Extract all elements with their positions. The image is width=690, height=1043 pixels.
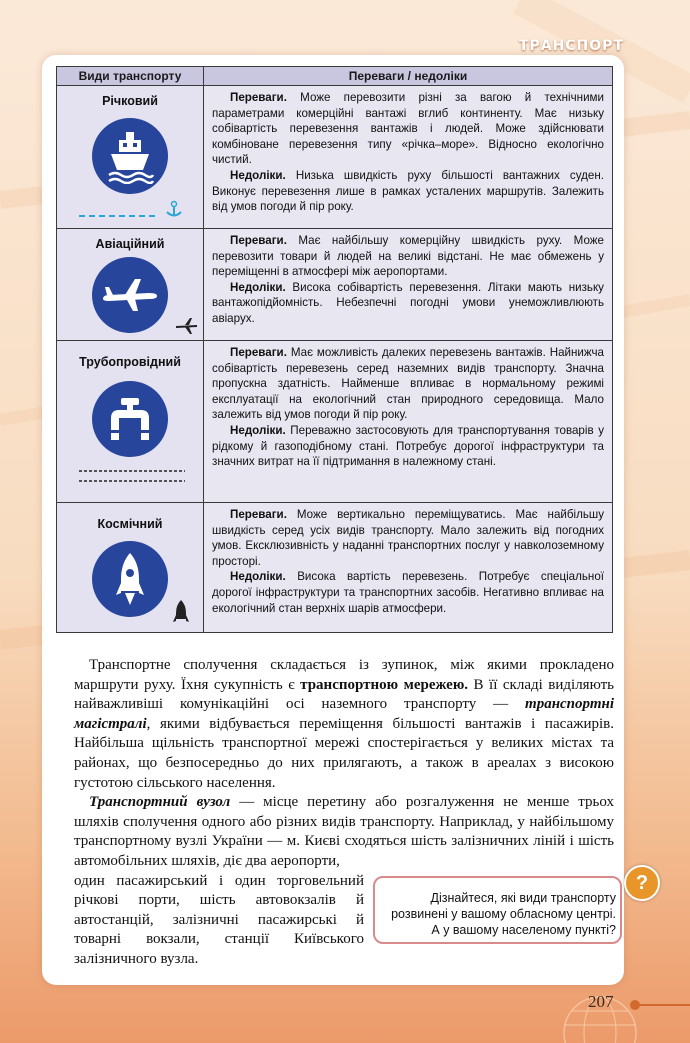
small-airplane-icon <box>175 317 199 335</box>
cons-text: Переважно застосовують для транспортування товарів у рідкому й газоподібному стані. Потребує дорогої інфраструктури та значних витрат на її підтримання в належному стані. <box>212 423 604 469</box>
transport-type-cell <box>57 229 204 341</box>
term-transport-highways: транспортні магістралі <box>74 696 614 732</box>
paragraph <box>74 656 614 793</box>
pros-label: Переваги. <box>230 508 287 521</box>
table-row <box>57 229 613 341</box>
term-transport-network: транспортною мережею. <box>300 676 469 693</box>
cons-label: Недоліки. <box>230 423 286 437</box>
pros-label: Переваги. <box>230 234 287 247</box>
transport-type-cell <box>57 86 204 229</box>
question-box <box>373 876 622 944</box>
paragraph <box>74 793 614 871</box>
text-span: В її складі виділяють найважливіші комунікаційні осі наземного транспорту — <box>74 676 614 713</box>
column-header: Види транспорту <box>57 67 204 86</box>
ship-icon <box>92 118 168 194</box>
pros-text: Може перевозити різні за вагою й технічними параметрами комерційні вантажі вглиб континенту. Має низьку собівартість перевезення вантажів і людей. Може здійснювати комбіноване перевезення типу «річка–море». Відносно екологічно чистий. <box>212 91 604 167</box>
page-number-dot <box>630 1000 640 1010</box>
transport-type-name: Авіаційний <box>95 237 165 251</box>
cons-label: Недоліки. <box>230 168 286 182</box>
pros-label: Переваги. <box>230 91 287 104</box>
question-mark-icon: ? <box>624 865 660 901</box>
section-title: ТРАНСПОРТ <box>518 38 624 54</box>
pros-text: Може вертикально переміщуватись. Має найбільшу швидкість серед усіх видів транспорту. Мало залежить від погодних умов. Ексклюзивність у наданні транспортних послуг у навколоземному просторі. <box>212 508 604 568</box>
paragraph: один пасажирський і один торговельний річкові порти, шість автовокзалів й автостанцій, залізничні пасажирські й товарні вокзали, станції Київського залізничного вузла. <box>74 872 364 967</box>
pipeline-icon <box>92 381 168 457</box>
table-header-row <box>57 67 613 86</box>
cons-text: Висока вартість перевезень. Потребує спеціальної дорогої інфраструктури та транспортних засобів. Негативно впливає на екологічний стан верхніх шарів атмосфери. <box>212 570 604 615</box>
text-span: , якими відбувається переміщення більшості вантажів і пасажирів. Найбільша щільність транспортної мережі спостерігається у великих містах та районах, що безпосередньо до них прилягають, а також в ареалах з високою густотою сільського населення. <box>74 715 614 791</box>
question-text: Дізнайтеся, які види транспорту розвинені у вашому обласному центрі. А у вашому населеному пункті? <box>391 891 616 937</box>
term-transport-hub: Транспортний вузол <box>89 794 231 811</box>
pros-label: Переваги. <box>230 346 287 359</box>
transport-type-name: Трубопровідний <box>79 355 181 369</box>
cons-label: Недоліки. <box>230 570 286 584</box>
page-number-line <box>640 1004 690 1006</box>
airplane-icon <box>92 257 168 333</box>
text-span: — місце перетину або розгалуження не менше трьох шляхів сполучення одного або різних видів транспорту. Наприклад, у найбільшому транспортному вузлі України — м. Києві сходяться шість залізничних ліній і шість автомобільних шляхів, діє два аеропорти, <box>74 794 614 869</box>
pros-text: Має можливість далеких перевезень вантажів. Найнижча собівартість перевезень серед наземних видів транспорту. Значна пропускна здатність. Найменше впливає в нормальному режимі експлуатації на екологічний стан природного середовища. Мало залежить від умов погоди й пір року. <box>212 346 604 422</box>
small-rocket-icon <box>173 599 189 623</box>
pros-cons-cell <box>204 503 613 633</box>
transport-table <box>56 66 613 633</box>
table-row <box>57 86 613 229</box>
transport-type-name: Космічний <box>97 517 163 531</box>
anchor-icon <box>79 200 189 220</box>
table-row <box>57 503 613 633</box>
page-number: 207 <box>588 992 614 1011</box>
transport-type-cell <box>57 341 204 503</box>
table-row <box>57 341 613 503</box>
pros-text: Має найбільшу комерційну швидкість руху. Може перевозити товари й людей на великі відстані. Не має обмежень у переміщенні в атмосфері між аеропортами. <box>212 234 604 279</box>
cons-text: Низька швидкість руху більшості вантажних суден. Виконує перевезення лише в рамках усталених маршрутів. Залежить від умов погоди й пір року. <box>212 168 604 214</box>
pros-cons-cell <box>204 341 613 503</box>
rocket-icon <box>92 541 168 617</box>
cons-label: Недоліки. <box>230 280 286 294</box>
transport-type-cell <box>57 503 204 633</box>
pros-cons-cell <box>204 86 613 229</box>
text-span: Транспортне сполучення складається із зупинок, між якими прокладено маршрути руху. Їхня сукупність є <box>74 657 614 693</box>
pros-cons-cell <box>204 229 613 341</box>
transport-type-name: Річковий <box>102 94 158 108</box>
cons-text: Висока собівартість перевезення. Літаки мають низьку вантажопідйомність. Небезпечні погодні умови унеможливлюють авіарух. <box>212 280 604 325</box>
column-header: Переваги / недоліки <box>204 67 613 86</box>
pipeline-line-icon <box>79 465 187 495</box>
